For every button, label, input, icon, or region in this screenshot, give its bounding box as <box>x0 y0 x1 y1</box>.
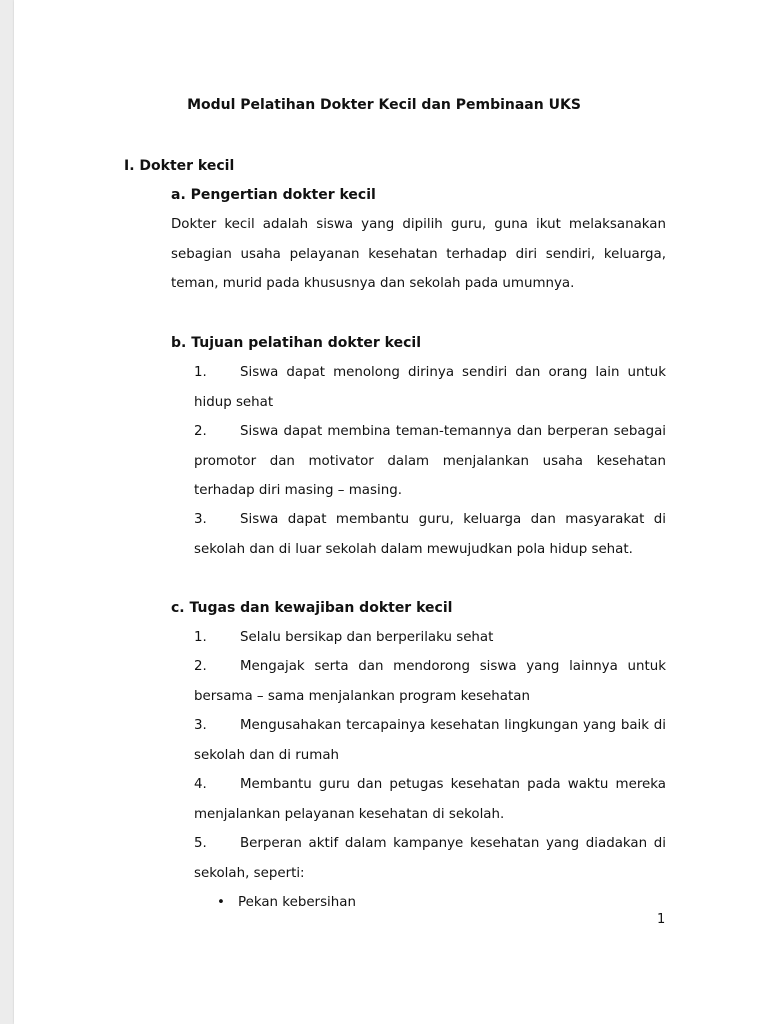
list-item <box>194 829 666 888</box>
list-item-number: 2. <box>194 424 207 439</box>
document-title: Modul Pelatihan Dokter Kecil dan Pembinaan UKS <box>187 97 581 113</box>
bullet-item-text: Pekan kebersihan <box>238 895 356 910</box>
list-item <box>194 417 666 506</box>
subsection-b-heading: b. Tujuan pelatihan dokter kecil <box>171 335 421 351</box>
list-item <box>194 358 666 417</box>
list-item <box>194 711 666 770</box>
list-item-text: Membantu guru dan petugas kesehatan pada waktu mereka menjalankan pelayanan kesehatan di sekolah. <box>194 777 666 822</box>
subsection-a-heading: a. Pengertian dokter kecil <box>171 187 376 203</box>
list-item <box>194 652 666 711</box>
list-item-number: 4. <box>194 777 207 792</box>
list-item-number: 5. <box>194 836 207 851</box>
list-item-text: Selalu bersikap dan berperilaku sehat <box>240 630 494 645</box>
bullet-item <box>217 888 356 918</box>
list-item <box>194 623 666 653</box>
subsection-a-paragraph: Dokter kecil adalah siswa yang dipilih guru, guna ikut melaksanakan sebagian usaha pelayanan kesehatan terhadap diri sendiri, keluarga, teman, murid pada khususnya dan sekolah pada umumnya. <box>171 217 666 291</box>
list-item-text: Berperan aktif dalam kampanye kesehatan yang diadakan di sekolah, seperti: <box>194 836 666 881</box>
list-item-text: Siswa dapat membantu guru, keluarga dan masyarakat di sekolah dan di luar sekolah dalam mewujudkan pola hidup sehat. <box>194 512 666 557</box>
subsection-c-heading: c. Tugas dan kewajiban dokter kecil <box>171 600 453 616</box>
list-item-text: Mengusahakan tercapainya kesehatan lingkungan yang baik di sekolah dan di rumah <box>194 718 666 763</box>
list-item-number: 2. <box>194 659 207 674</box>
list-item-text: Siswa dapat menolong dirinya sendiri dan orang lain untuk hidup sehat <box>194 365 666 410</box>
list-item-number: 3. <box>194 718 207 733</box>
section-heading: I. Dokter kecil <box>124 158 235 174</box>
list-item-number: 1. <box>194 365 207 380</box>
bullet-dot-icon: • <box>217 895 225 910</box>
list-item-number: 3. <box>194 512 207 527</box>
list-item-text: Siswa dapat membina teman-temannya dan berperan sebagai promotor dan motivator dalam menjalankan usaha kesehatan terhadap diri masing – masing. <box>194 424 666 498</box>
list-item <box>194 505 666 564</box>
list-item <box>194 770 666 829</box>
page-number: 1 <box>657 912 666 927</box>
list-item-number: 1. <box>194 630 207 645</box>
list-item-text: Mengajak serta dan mendorong siswa yang lainnya untuk bersama – sama menjalankan program kesehatan <box>194 659 666 704</box>
